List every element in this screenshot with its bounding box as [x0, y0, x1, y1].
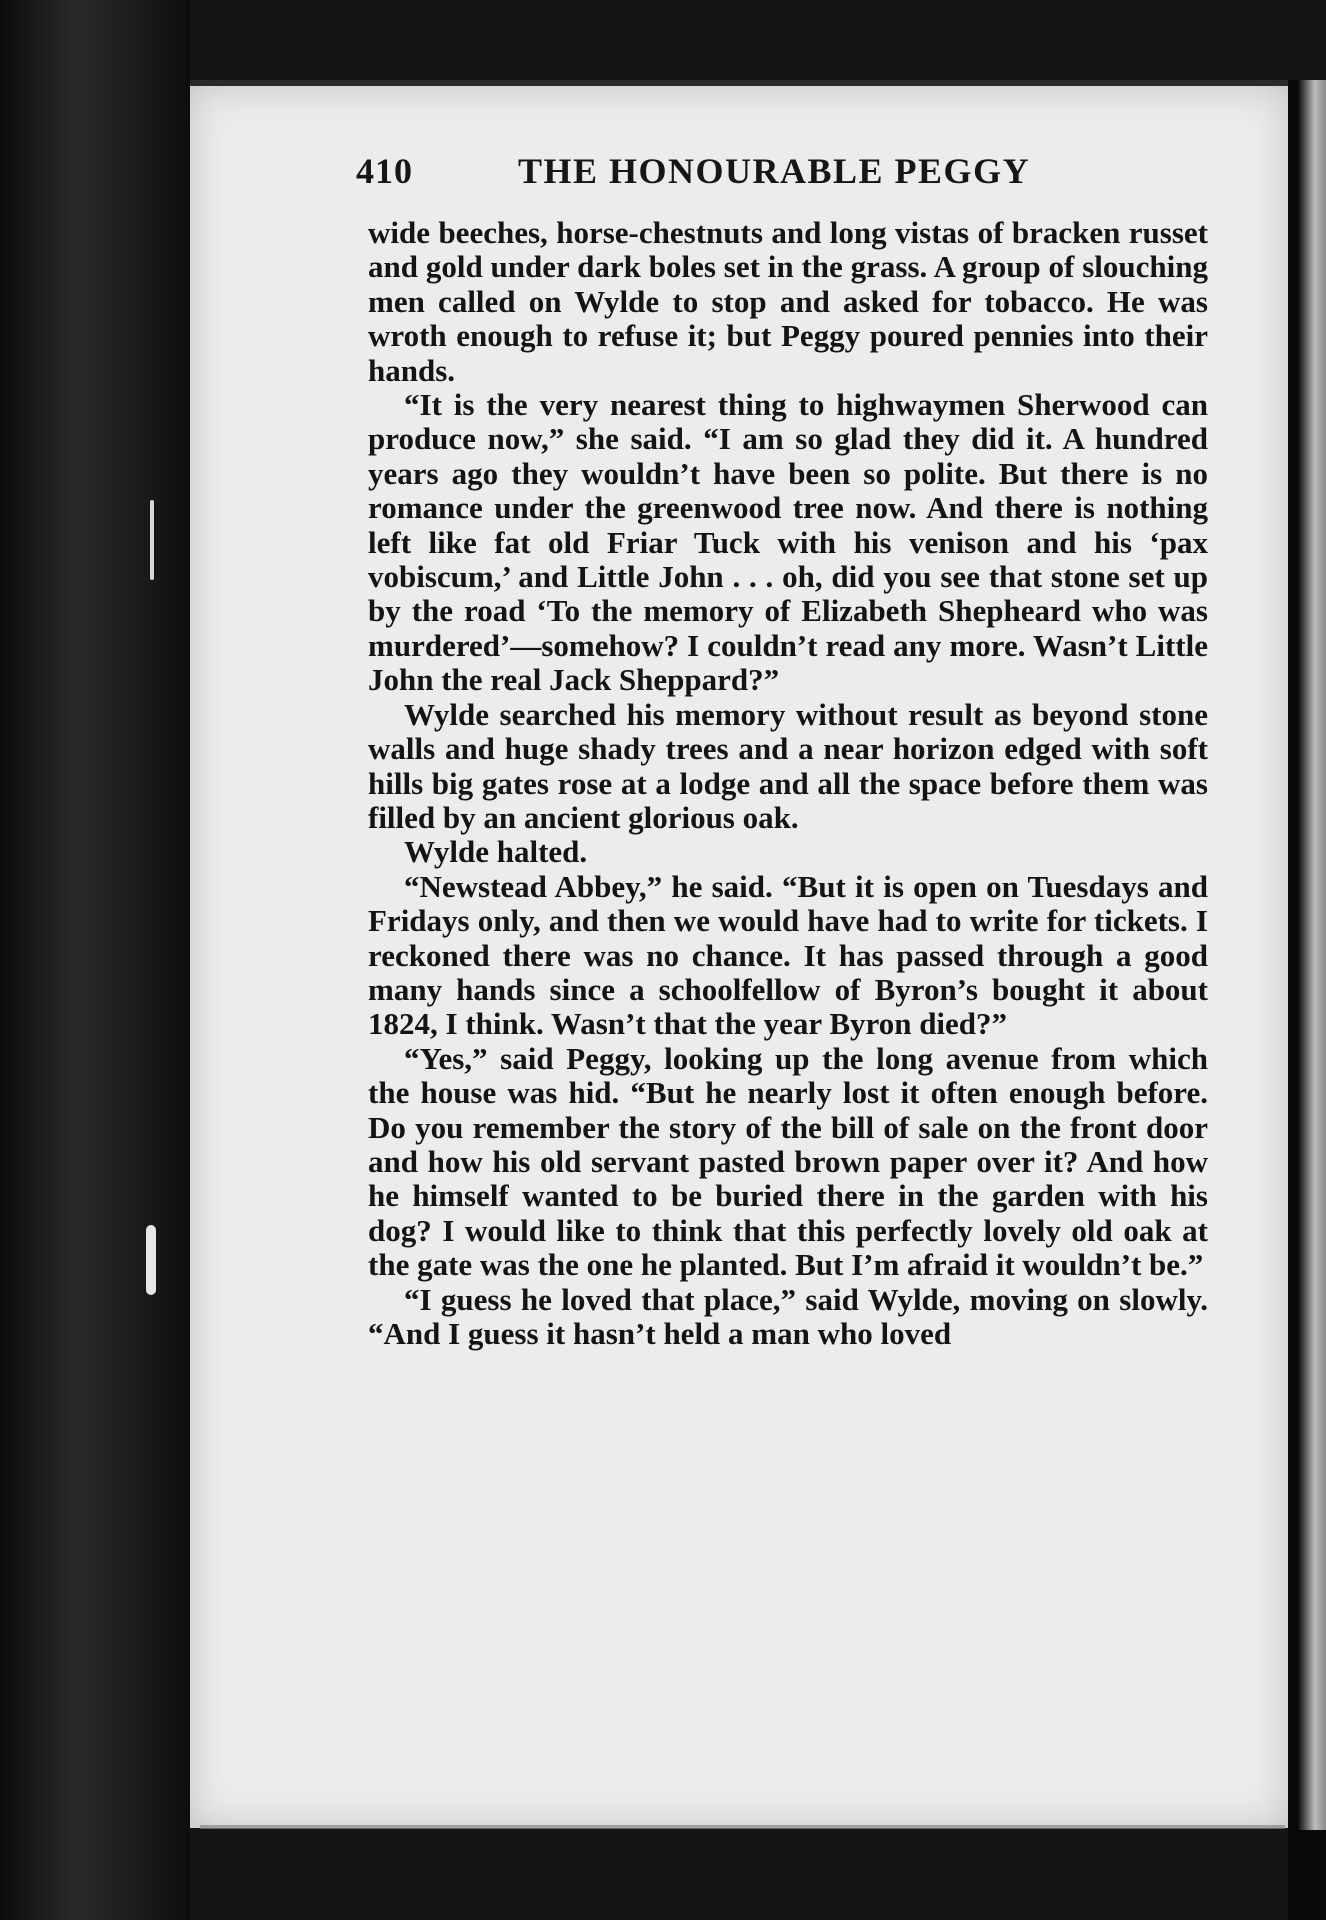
page-number: 410 — [356, 151, 413, 191]
body-text — [368, 216, 1208, 1351]
paragraph: “I guess he loved that place,” said Wylde, moving on slowly. “And I guess it hasn’t held a man who loved — [368, 1281, 1208, 1351]
scan-left-margin — [0, 0, 190, 1920]
page-header — [356, 150, 1216, 200]
paragraph: Wylde halted. — [404, 834, 588, 870]
scan-artifact — [146, 1225, 156, 1295]
running-title: THE HONOURABLE PEGGY — [518, 151, 1031, 191]
page-bottom-edge — [200, 1825, 1285, 1829]
paragraph: Wylde searched his memory without result as beyond stone walls and huge shady trees and a near horizon edged with soft hills big gates rose at a lodge and all the space before them was filled by an ancient glorious oak. — [368, 696, 1208, 835]
paragraph: “Newstead Abbey,” he said. “But it is open on Tuesdays and Fridays only, and then we would have had to write for tickets. I reckoned there was no chance. It has passed through a good many hands since a schoolfellow of Byron’s bought it about 1824, I think. Wasn’t that the year Byron died?” — [368, 868, 1208, 1042]
paragraph: “Yes,” said Peggy, looking up the long avenue from which the house was hid. “But he nearly lost it often enough before. Do you remember the story of the bill of sale on the front door and how his old servant pasted brown paper over it? And how he himself wanted to be buried there in the garden with his dog? I would like to think that this perfectly lovely old oak at the gate was the one he planted. But I’m afraid it wouldn’t be.” — [368, 1040, 1208, 1283]
scan-right-margin — [1288, 80, 1326, 1920]
scan-artifact — [150, 500, 154, 580]
paragraph: “It is the very nearest thing to highwaymen Sherwood can produce now,” she said. “I am so glad they did it. A hundred years ago they wouldn’t have been so polite. But there is no romance under the greenwood tree now. And there is nothing left like fat old Friar Tuck with his venison and his ‘pax vobiscum,’ and Little John . . . oh, did you see that stone set up by the road ‘To the memory of Elizabeth Shepheard who was murdered’—somehow? I couldn’t read any more. Wasn’t Little John the real Jack Sheppard?” — [368, 387, 1208, 698]
paragraph: wide beeches, horse-chestnuts and long vistas of bracken russet and gold under dark boles set in the grass. A group of slouching men called on Wylde to stop and asked for tobacco. He was wroth enough to refuse it; but Peggy poured pennies into their hands. — [368, 215, 1208, 388]
next-page-edge — [1298, 80, 1326, 1830]
